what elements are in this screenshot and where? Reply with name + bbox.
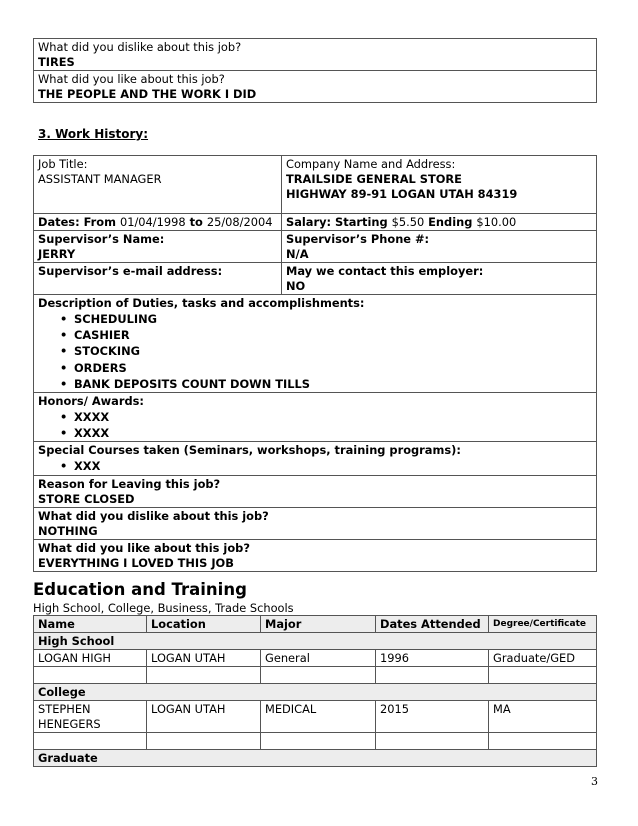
honors-label: Honors/ Awards: [38,394,144,409]
salary-cell [282,214,597,231]
honors-list [38,409,592,441]
header-dates: Dates Attended [376,616,489,633]
supervisor-email-cell [34,263,282,295]
supervisor-name-cell [34,231,282,263]
dates-from: 01/04/1998 [119,215,186,229]
supervisor-phone-cell [282,231,597,263]
supervisor-phone: N/A [286,247,309,261]
category-row-graduate [34,750,597,767]
dates-to-label: to [189,215,203,229]
category-label: High School [34,633,597,650]
duties-label: Description of Duties, tasks and accomplishments: [38,296,365,310]
company-cell [282,156,597,214]
duties-list [38,311,592,392]
cell-location: LOGAN UTAH [147,701,261,733]
reason-cell [34,475,597,507]
cell-name: STEPHEN HENEGERS [34,701,147,733]
job-title-label: Job Title: [38,157,88,171]
salary-start-label: Salary: Starting [286,215,388,229]
supervisor-phone-label: Supervisor’s Phone #: [286,232,430,246]
contact-label: May we contact this employer: [286,264,484,278]
education-header-row [34,616,597,633]
cell-dates: 1996 [376,650,489,667]
dislike-question: What did you dislike about this job? [38,40,242,54]
dates-cell [34,214,282,231]
work-history-table [33,155,597,572]
page-number: 3 [591,775,598,788]
supervisor-name-label: Supervisor’s Name: [38,232,165,246]
work-like-question: What did you like about this job? [38,540,250,555]
education-subtitle: High School, College, Business, Trade Schools [33,601,294,615]
company-name: TRAILSIDE GENERAL STORE [286,172,462,186]
previous-job-table [33,38,597,103]
cell-major: MEDICAL [261,701,376,733]
header-name: Name [34,616,147,633]
contact-value: NO [286,279,306,293]
like-question: What did you like about this job? [38,72,225,86]
company-address: HIGHWAY 89-91 LOGAN UTAH 84319 [286,187,518,201]
duty-item: • CASHIER [74,327,592,343]
duty-item: • SCHEDULING [74,311,592,327]
table-row [34,650,597,667]
supervisor-email-label: Supervisor’s e-mail address: [38,264,223,278]
job-title-value: ASSISTANT MANAGER [38,172,162,186]
job-title-cell [34,156,282,214]
work-like-cell [34,539,597,571]
duty-item: • BANK DEPOSITS COUNT DOWN TILLS [74,376,592,392]
work-dislike-cell [34,507,597,539]
duties-cell [34,295,597,393]
category-label: Graduate [34,750,597,767]
header-degree: Degree/Certificate [489,616,597,633]
cell-location: LOGAN UTAH [147,650,261,667]
like-answer: THE PEOPLE AND THE WORK I DID [38,87,257,101]
salary-end: $10.00 [476,215,517,229]
supervisor-name: JERRY [38,247,76,261]
company-label: Company Name and Address: [286,157,456,171]
contact-cell [282,263,597,295]
cell-major: General [261,650,376,667]
courses-cell [34,442,597,475]
honors-cell [34,393,597,442]
work-dislike-answer: NOTHING [38,523,98,538]
work-history-heading: 3. Work History: [38,127,149,141]
header-major: Major [261,616,376,633]
duty-item: • STOCKING [74,343,592,359]
education-table [33,615,597,767]
cell-name: LOGAN HIGH [34,650,147,667]
courses-label: Special Courses taken (Seminars, workshops, training programs): [38,443,461,458]
honor-item: • XXXX [74,409,592,425]
dates-to: 25/08/2004 [206,215,273,229]
header-location: Location [147,616,261,633]
category-row-high-school [34,633,597,650]
education-title: Education and Training [33,580,247,599]
salary-start: $5.50 [391,215,425,229]
category-row-college [34,684,597,701]
category-label: College [34,684,597,701]
work-like-answer: EVERYTHING I LOVED THIS JOB [38,555,234,570]
dates-label: Dates: From [38,215,116,229]
cell-degree: Graduate/GED [489,650,597,667]
cell-dates: 2015 [376,701,489,733]
table-row [34,701,597,733]
work-dislike-question: What did you dislike about this job? [38,508,269,523]
like-cell [34,71,597,103]
salary-end-label: Ending [428,215,473,229]
cell-degree: MA [489,701,597,733]
course-item: • XXX [74,458,592,474]
table-row-empty [34,667,597,684]
reason-value: STORE CLOSED [38,491,135,506]
courses-list [38,458,592,474]
reason-label: Reason for Leaving this job? [38,476,221,491]
table-row-empty [34,733,597,750]
dislike-cell [34,39,597,71]
dislike-answer: TIRES [38,55,75,69]
honor-item: • XXXX [74,425,592,441]
duty-item: • ORDERS [74,360,592,376]
